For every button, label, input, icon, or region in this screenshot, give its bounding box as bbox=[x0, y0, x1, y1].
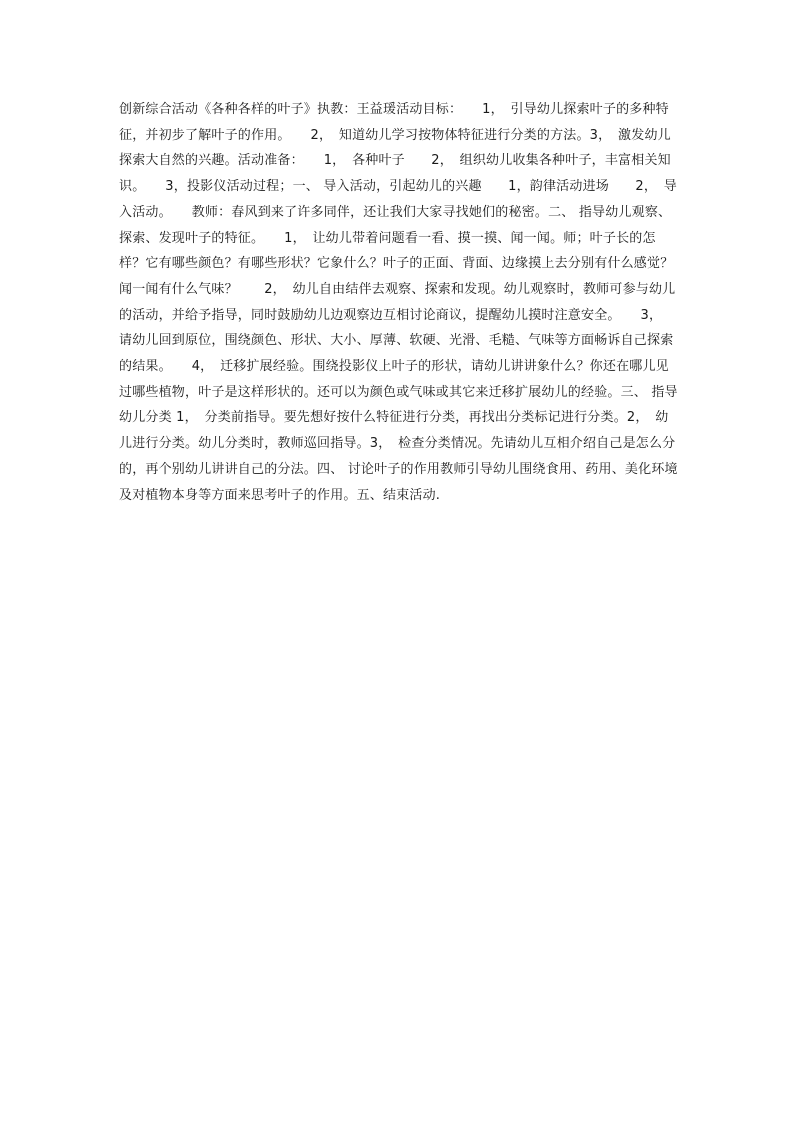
lesson-plan-paragraph: 创新综合活动《各种各样的叶子》执教：王益瑗活动目标： 1， 引导幼儿探索叶子的多种特征，并初步了解叶子的作用。 2， 知道幼儿学习按物体特征进行分类的方法。3， 激发幼儿探索大自然的兴趣。活动准备： 1， 各种叶子 2， 组织幼儿收集各种叶子，丰富相关知识。 3，投影仪活动过程；一、 导入活动，引起幼儿的兴趣 1，韵律活动进场 2， 导入活动。 教师：春风到来了许多同伴，还让我们大家寻找她们的秘密。二、 指导幼儿观察、探索、发现叶子的特征。 1， 让幼儿带着问题看一看、摸一摸、闻一闻。师；叶子长的怎样？它有哪些颜色？有哪些形状？它象什么？叶子的正面、背面、边缘摸上去分别有什么感觉？闻一闻有什么气味？ 2， 幼儿自由结伴去观察、探索和发现。幼儿观察时，教师可参与幼儿的活动，并给予指导，同时鼓励幼儿边观察边互相讨论商议，提醒幼儿摸时注意安全。 3， 请幼儿回到原位，围绕颜色、形状、大小、厚薄、软硬、光滑、毛糙、气味等方面畅诉自己探索的结果。 4， 迁移扩展经验。围绕投影仪上叶子的形状，请幼儿讲讲象什么？你还在哪儿见过哪些植物，叶子是这样形状的。还可以为颜色或气味或其它来迁移扩展幼儿的经验。三、 指导幼儿分类 1， 分类前指导。要先想好按什么特征进行分类，再找出分类标记进行分类。2， 幼儿进行分类。幼儿分类时，教师巡回指导。3， 检查分类情况。先请幼儿互相介绍自己是怎么分的，再个别幼儿讲讲自己的分法。四、 讨论叶子的作用教师引导幼儿围绕食用、药用、美化环境及对植物本身等方面来思考叶子的作用。五、结束活动. bbox=[119, 102, 678, 503]
